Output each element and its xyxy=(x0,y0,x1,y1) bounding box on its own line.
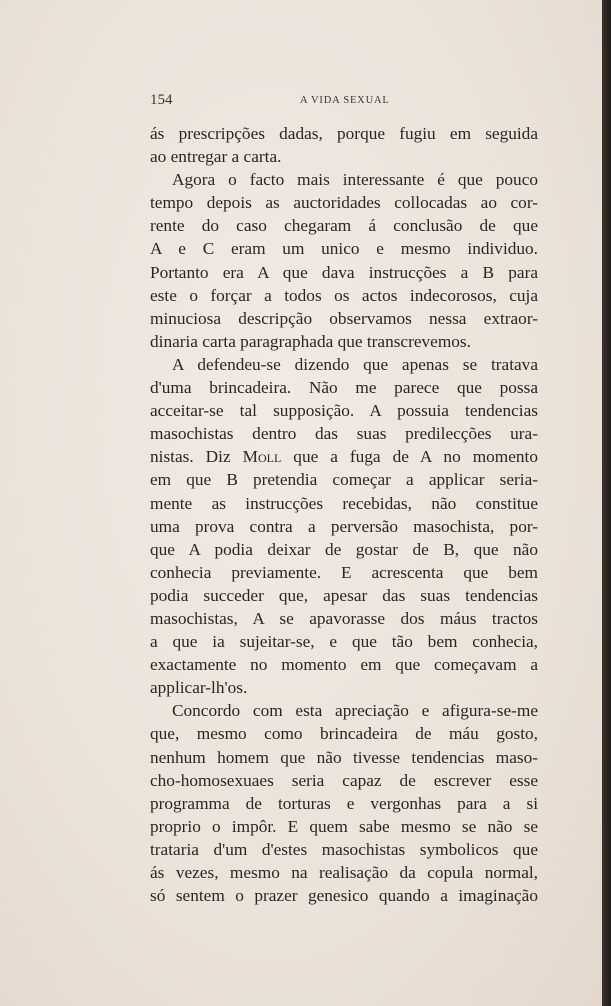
text-line: ás vezes, mesmo na realisação da copula normal, xyxy=(150,863,538,882)
text-line: rente do caso chegaram á conclusão de que xyxy=(150,216,538,236)
text-line: masochistas dentro das suas predilecções ura- xyxy=(150,424,538,444)
text-line: ao entregar a carta. xyxy=(150,147,282,167)
text-line: ás prescripções dadas, porque fugiu em seguida xyxy=(150,124,538,143)
text-line: minuciosa descripção observamos nessa extraor- xyxy=(150,308,538,328)
text-line xyxy=(150,445,538,468)
author-name: Moll xyxy=(242,447,282,467)
text-line: d'uma brincadeira. Não me parece que possa xyxy=(150,378,538,398)
page-number: 154 xyxy=(150,92,173,108)
text-line: este o forçar a todos os actos indecorosos, cuja xyxy=(150,285,538,305)
text-line: nenhum homem que não tivesse tendencias maso- xyxy=(150,747,538,767)
text-line: em que B pretendia começar a applicar seria- xyxy=(150,470,538,490)
text-line: masochistas, A se apavorasse dos máus tractos xyxy=(150,608,538,628)
text-line: Concordo com esta apreciação e afigura-se-me xyxy=(172,701,538,721)
text-line: dinaria carta paragraphada que transcrevemos. xyxy=(150,331,471,351)
running-title: A VIDA SEXUAL xyxy=(300,95,390,106)
text-line: mente as instrucções recebidas, não constitue xyxy=(150,493,538,513)
text-line: Portanto era A que dava instrucções a B para xyxy=(150,262,538,282)
text-line: applicar-lh'os. xyxy=(150,678,248,698)
text-line: Agora o facto mais interessante é que pouco xyxy=(172,170,538,190)
text-line: que, mesmo como brincadeira de máu gosto, xyxy=(150,724,538,744)
text-line: a que ia sujeitar-se, e que tão bem conhecia, xyxy=(150,632,538,652)
text-line: A e C eram um unico e mesmo individuo. xyxy=(150,239,538,259)
text-line: conhecia previamente. E acrescenta que bem xyxy=(150,562,538,582)
text-line: A defendeu-se dizendo que apenas se tratava xyxy=(172,354,538,374)
body-text xyxy=(150,122,538,907)
text-line: podia succeder que, apesar das suas tendencias xyxy=(150,585,538,605)
text-line: uma prova contra a perversão masochista, por- xyxy=(150,516,538,536)
page-header xyxy=(150,92,538,112)
book-spine-edge xyxy=(602,0,611,1006)
text-line: cho-homosexuaes seria capaz de escrever esse xyxy=(150,770,538,790)
text-line: proprio o impôr. E quem sabe mesmo se não se xyxy=(150,816,538,836)
text-line: só sentem o prazer genesico quando a imaginação xyxy=(150,886,538,906)
text-line: trataria d'um d'estes masochistas symbolicos que xyxy=(150,839,538,859)
text-line: que A podia deixar de gostar de B, que não xyxy=(150,539,538,559)
text-fragment: nistas. Diz xyxy=(150,447,231,467)
text-line: acceitar-se tal supposição. A possuia tendencias xyxy=(150,401,538,421)
text-line: exactamente no momento em que começavam a xyxy=(150,655,538,675)
text-line: programma de torturas e vergonhas para a si xyxy=(150,793,538,813)
text-fragment: que a fuga de A no momento xyxy=(293,447,538,467)
text-line: tempo depois as auctoridades collocadas ao cor- xyxy=(150,193,538,213)
